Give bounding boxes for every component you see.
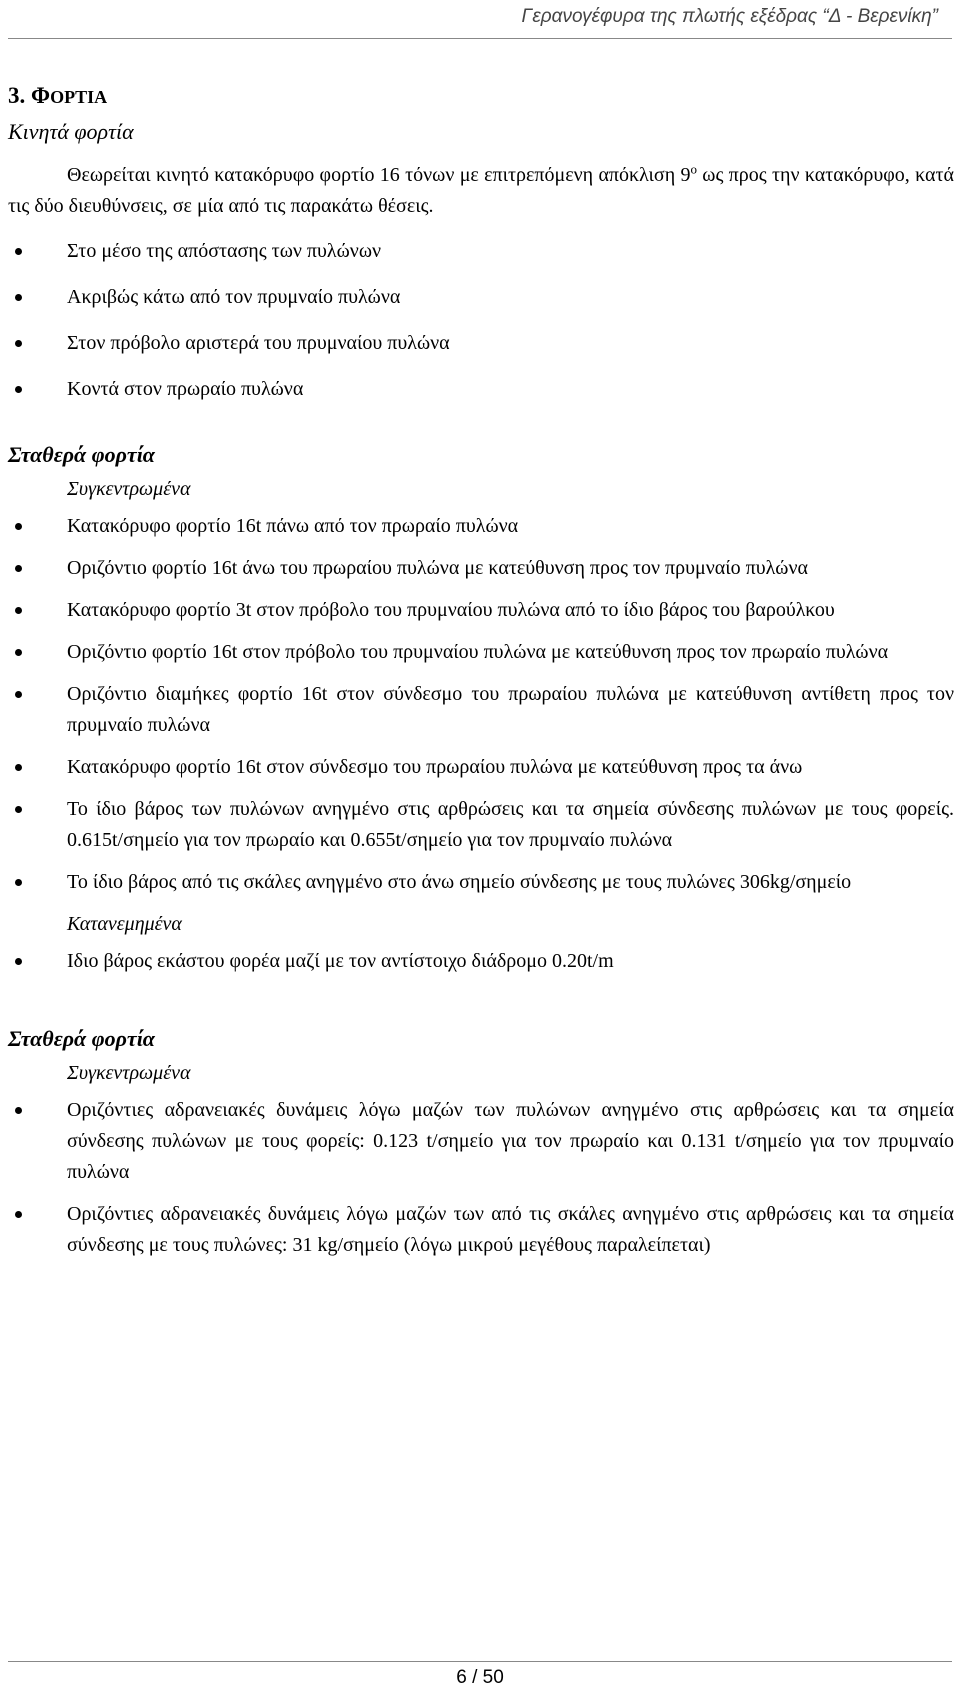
- moving-loads-heading: Κινητά φορτία: [8, 119, 134, 144]
- concentrated-label: Συγκεντρωμένα: [67, 478, 191, 500]
- distributed-label: Κατανεμημένα: [67, 913, 182, 935]
- footer-divider: [8, 1661, 952, 1662]
- static-concentrated-list: [8, 511, 954, 898]
- list-item: Ιδιο βάρος εκάστου φορέα μαζί με τον αντίστοιχο διάδρομο 0.20t/m: [8, 946, 954, 977]
- section-title: [8, 78, 954, 115]
- section-title-rest: ΟΡΤΙΑ: [50, 87, 108, 107]
- static-distributed-list: [8, 946, 954, 977]
- list-item: Κατακόρυφο φορτίο 3t στον πρόβολο του πρυμναίου πυλώνα από το ίδιο βάρος του βαρούλκου: [8, 595, 954, 626]
- header-divider: [8, 38, 952, 39]
- list-item: Οριζόντιες αδρανειακές δυνάμεις λόγω μαζών των πυλώνων ανηγμένο στις αρθρώσεις και τα σημεία σύνδεσης πυλώνων με τους φορείς: 0.123 t/σημείο για τον πρωραίο και 0.131 t/σημείο για τον πρυμναίο πυλώνα: [8, 1095, 954, 1188]
- list-item: Κατακόρυφο φορτίο 16t πάνω από τον πρωραίο πυλώνα: [8, 511, 954, 542]
- list-item: Το ίδιο βάρος των πυλώνων ανηγμένο στις αρθρώσεις και τα σημεία σύνδεσης πυλώνων με τους φορείς. 0.615t/σημείο για τον πρωραίο και 0.655t/σημείο για τον πρυμναίο πυλώνα: [8, 794, 954, 856]
- section-title-initial: Φ: [31, 83, 51, 108]
- running-header: Γερανογέφυρα της πλωτής εξέδρας “Δ - Βερενίκη”: [521, 6, 938, 27]
- static-loads-heading: Σταθερά φορτία: [8, 442, 155, 467]
- moving-load-positions: [8, 236, 954, 405]
- list-item: Οριζόντιο φορτίο 16t άνω του πρωραίου πυλώνα με κατεύθυνση προς τον πρυμναίο πυλώνα: [8, 553, 954, 584]
- list-item: Οριζόντιες αδρανειακές δυνάμεις λόγω μαζών των από τις σκάλες ανηγμένο στις αρθρώσεις και τα σημεία σύνδεσης με τους πυλώνες: 31 kg/σημείο (λόγω μικρού μεγέθους παραλείπεται): [8, 1199, 954, 1261]
- inertial-forces-list: [8, 1095, 954, 1261]
- list-item: Στον πρόβολο αριστερά του πρυμναίου πυλώνα: [8, 328, 954, 359]
- moving-loads-intro: Θεωρείται κινητό κατακόρυφο φορτίο 16 τόνων με επιτρεπόμενη απόκλιση $9^o$ ως προς την κατακόρυφο, κατά τις δύο διευθύνσεις, σε μία από τις παρακάτω θέσεις.: [8, 161, 954, 217]
- section-number: 3.: [8, 83, 31, 108]
- list-item: Οριζόντιο φορτίο 16t στον πρόβολο του πρυμναίου πυλώνα με κατεύθυνση προς τον πρωραίο πυλώνα: [8, 637, 954, 668]
- list-item: Κατακόρυφο φορτίο 16t στον σύνδεσμο του πρωραίου πυλώνα με κατεύθυνση προς τα άνω: [8, 752, 954, 783]
- page-number: 6 / 50: [456, 1667, 504, 1688]
- concentrated-label-2: Συγκεντρωμένα: [67, 1062, 191, 1084]
- document-body: [8, 78, 954, 1272]
- list-item: Το ίδιο βάρος από τις σκάλες ανηγμένο στο άνω σημείο σύνδεσης με τους πυλώνες 306kg/σημείο: [8, 867, 954, 898]
- list-item: Οριζόντιο διαμήκες φορτίο 16t στον σύνδεσμο του πρωραίου πυλώνα με κατεύθυνση αντίθετη προς τον πρυμναίο πυλώνα: [8, 679, 954, 741]
- static-loads-heading-2: Σταθερά φορτία: [8, 1026, 155, 1051]
- list-item: Κοντά στον πρωραίο πυλώνα: [8, 374, 954, 405]
- list-item: Ακριβώς κάτω από τον πρυμναίο πυλώνα: [8, 282, 954, 313]
- list-item: Στο μέσο της απόστασης των πυλώνων: [8, 236, 954, 267]
